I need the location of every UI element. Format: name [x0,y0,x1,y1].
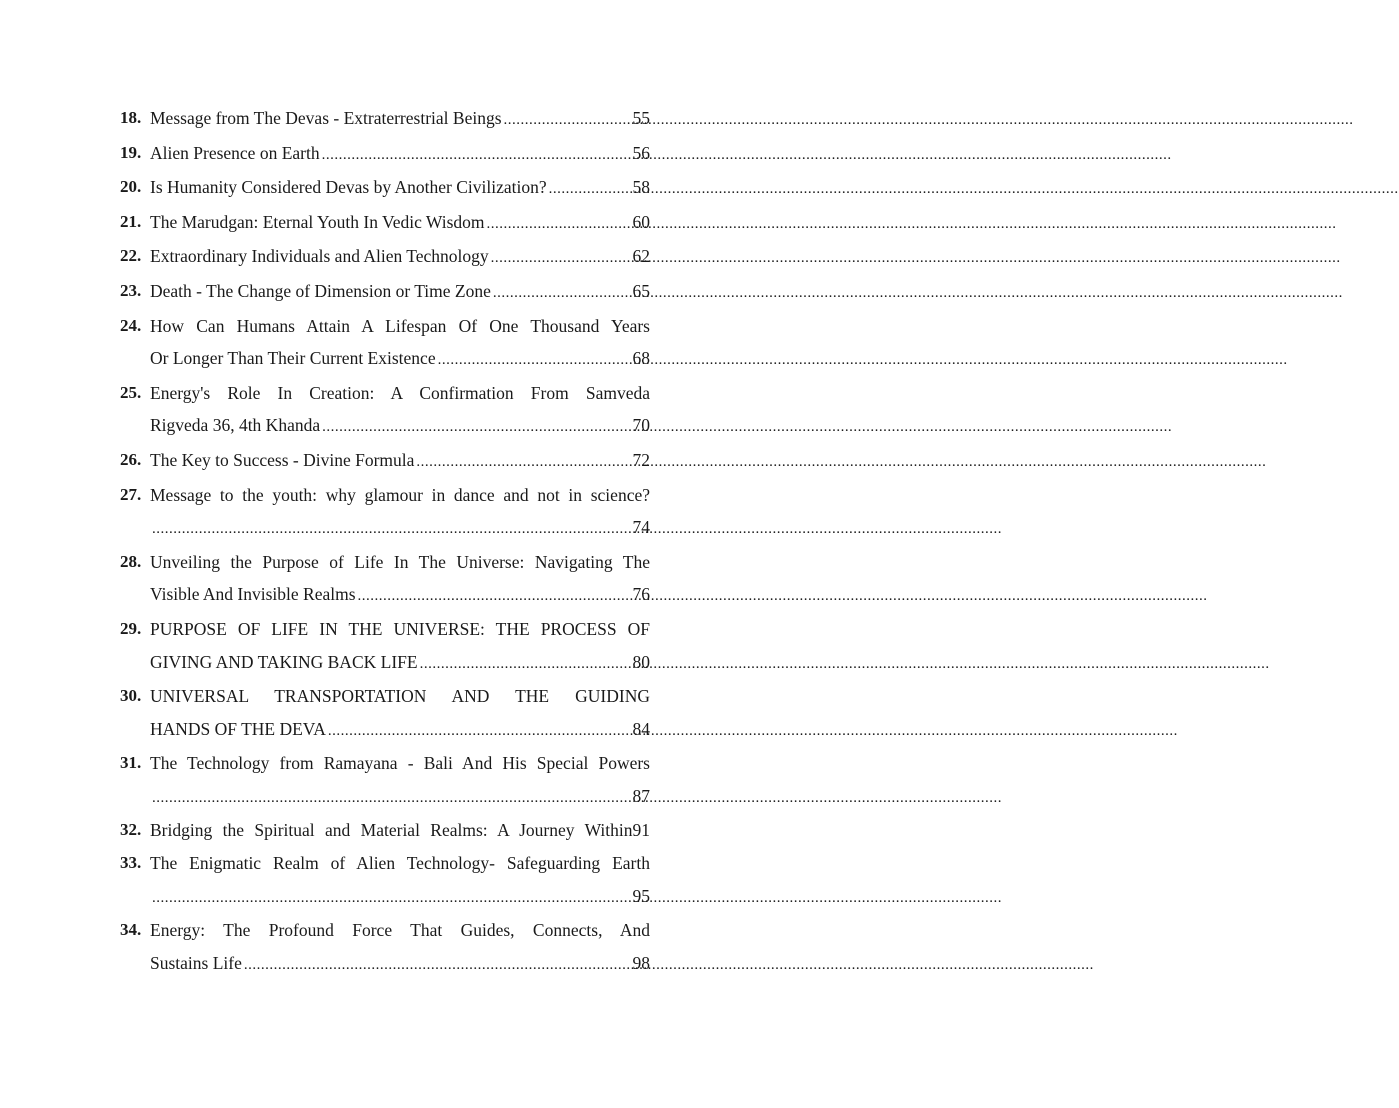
toc-entry-body [150,847,650,914]
toc-entry-line [150,275,650,310]
toc-entry-title: Unveiling the Purpose of Life In The Universe: Navigating The [150,551,650,572]
toc-entry-body [150,275,650,310]
toc-entry-body [150,814,650,847]
toc-entry-body [150,171,650,206]
toc-entry-number: 25. [120,382,142,402]
toc-entry-line [150,511,650,546]
toc-entry-body [150,310,650,377]
toc-entry-title: The Technology from Ramayana - Bali And His Special Powers [150,753,650,774]
toc-entry-line [150,206,650,241]
toc-entry-number: 33. [120,853,142,873]
toc-entry-title: Visible And Invisible Realms [150,584,356,605]
toc-entry-title: How Can Humans Attain A Lifespan Of One Thousand Years [150,315,650,336]
toc-entry [120,137,650,172]
toc-entry-body [150,102,650,137]
dot-leader [328,715,631,748]
toc-entry [120,206,650,241]
toc-page-number: 62 [632,246,650,267]
toc-page-number: 98 [632,952,650,973]
dot-leader [358,580,631,613]
toc-entry-body [150,479,650,546]
toc-entry [120,747,650,814]
dot-leader [244,949,631,982]
toc-entry [120,680,650,747]
toc-page-number: 72 [632,449,650,470]
toc-page-number: 76 [632,584,650,605]
toc-entry-line [150,914,650,947]
toc-entry-title: Death - The Change of Dimension or Time Zone [150,280,491,301]
toc-entry-number: 18. [120,108,142,127]
toc-entry [120,102,650,137]
toc-entry-number: 30. [120,686,142,706]
toc-entry-line [150,240,650,275]
toc-entry-line [150,171,650,206]
toc-entry-body [150,377,650,444]
toc-entry [120,479,650,546]
toc-entry-title: Message from The Devas - Extraterrestrial Beings [150,108,502,128]
toc-entry-number: 19. [120,142,142,162]
toc-page-number: 65 [632,280,650,301]
toc-entry-number: 20. [120,177,142,197]
toc-entry-line [150,409,650,444]
toc-entry-number: 23. [120,280,142,300]
toc-page-number: 80 [632,651,650,672]
toc-entry-title: Or Longer Than Their Current Existence [150,348,436,369]
toc-entry-title: Energy's Role In Creation: A Confirmation From Samveda [150,382,650,403]
toc-entry [120,613,650,680]
toc-entry-title: The Key to Success - Divine Formula [150,449,415,470]
toc-entry [120,847,650,914]
toc-entry-title: PURPOSE OF LIFE IN THE UNIVERSE: THE PROCESS OF [150,618,650,639]
dot-leader [420,648,631,681]
toc-entry-line [150,713,650,748]
toc-entry-line [150,444,650,479]
toc-entry [120,814,650,847]
toc-entry [120,275,650,310]
dot-leader [504,104,631,137]
toc-entry-line [150,342,650,377]
toc-entry [120,171,650,206]
dot-leader [416,446,630,479]
toc-entry-line [150,880,650,915]
toc-page-number: 74 [632,517,650,538]
toc-entry-line [150,780,650,815]
toc-entry-number: 32. [120,820,142,840]
dot-leader [152,882,631,915]
toc-entry-body [150,137,650,172]
toc-entry-line [150,479,650,512]
toc-page-number: 55 [632,108,650,128]
toc-entry-line [150,747,650,780]
toc-entry-number: 29. [120,618,142,638]
dot-leader [322,139,631,172]
dot-leader [493,277,631,310]
dot-leader [491,242,631,275]
toc-entry-body [150,613,650,680]
toc-entry-title: Bridging the Spiritual and Material Realms: A Journey Within91 [150,820,650,841]
toc-page-number: 56 [632,142,650,163]
toc-entry-number: 34. [120,920,142,940]
toc-entry-number: 28. [120,551,142,571]
toc-entry-body [150,444,650,479]
toc-entry-title: GIVING AND TAKING BACK LIFE [150,651,418,672]
toc-entry-number: 26. [120,449,142,469]
toc-entry [120,240,650,275]
toc-entry-body [150,206,650,241]
table-of-contents [120,102,650,981]
toc-entry-line [150,814,650,847]
toc-entry-line [150,646,650,681]
toc-entry [120,444,650,479]
toc-entry [120,914,650,981]
toc-entry-line [150,310,650,343]
toc-entry [120,546,650,613]
toc-page-number: 58 [632,177,650,198]
toc-entry-number: 27. [120,484,142,504]
toc-page-number: 70 [632,415,650,436]
dot-leader [322,411,630,444]
toc-entry-line [150,546,650,579]
toc-entry-title: Rigveda 36, 4th Khanda [150,415,321,436]
toc-entry-number: 22. [120,246,142,266]
toc-entry-title: The Marudgan: Eternal Youth In Vedic Wisdom [150,211,485,232]
toc-entry-title: The Enigmatic Realm of Alien Technology- Safeguarding Earth [150,853,650,874]
toc-entry-title: Message to the youth: why glamour in dance and not in science? [150,484,650,505]
toc-entry-title: UNIVERSAL TRANSPORTATION AND THE GUIDING [150,686,650,707]
toc-entry-title: HANDS OF THE DEVA [150,718,326,739]
toc-entry-title: Extraordinary Individuals and Alien Technology [150,246,489,267]
toc-page-number: 60 [632,211,650,232]
dot-leader [152,782,631,815]
toc-entry-body [150,680,650,747]
toc-entry-body [150,546,650,613]
toc-entry-line [150,578,650,613]
toc-entry-title: Sustains Life [150,952,242,973]
toc-entry-body [150,240,650,275]
toc-page-number: 87 [632,785,650,806]
toc-entry-line [150,947,650,982]
toc-entry-line [150,377,650,410]
toc-entry-line [150,680,650,713]
toc-page-number: 84 [632,718,650,739]
toc-entry-number: 31. [120,753,142,773]
dot-leader [152,513,631,546]
toc-entry-number: 24. [120,315,142,335]
toc-entry-line [150,102,650,137]
toc-entry-body [150,914,650,981]
toc-entry-title: Alien Presence on Earth [150,142,320,163]
toc-entry-title: Is Humanity Considered Devas by Another Civilization? [150,177,547,198]
toc-page-number: 95 [632,885,650,906]
toc-entry-line [150,613,650,646]
dot-leader [487,208,631,241]
toc-entry-line [150,137,650,172]
dot-leader [549,173,631,206]
toc-entry [120,310,650,377]
toc-entry [120,377,650,444]
toc-entry-number: 21. [120,211,142,231]
toc-entry-line [150,847,650,880]
toc-page-number: 68 [632,348,650,369]
dot-leader [438,344,631,377]
toc-entry-title: Energy: The Profound Force That Guides, Connects, And [150,920,650,941]
toc-entry-body [150,747,650,814]
